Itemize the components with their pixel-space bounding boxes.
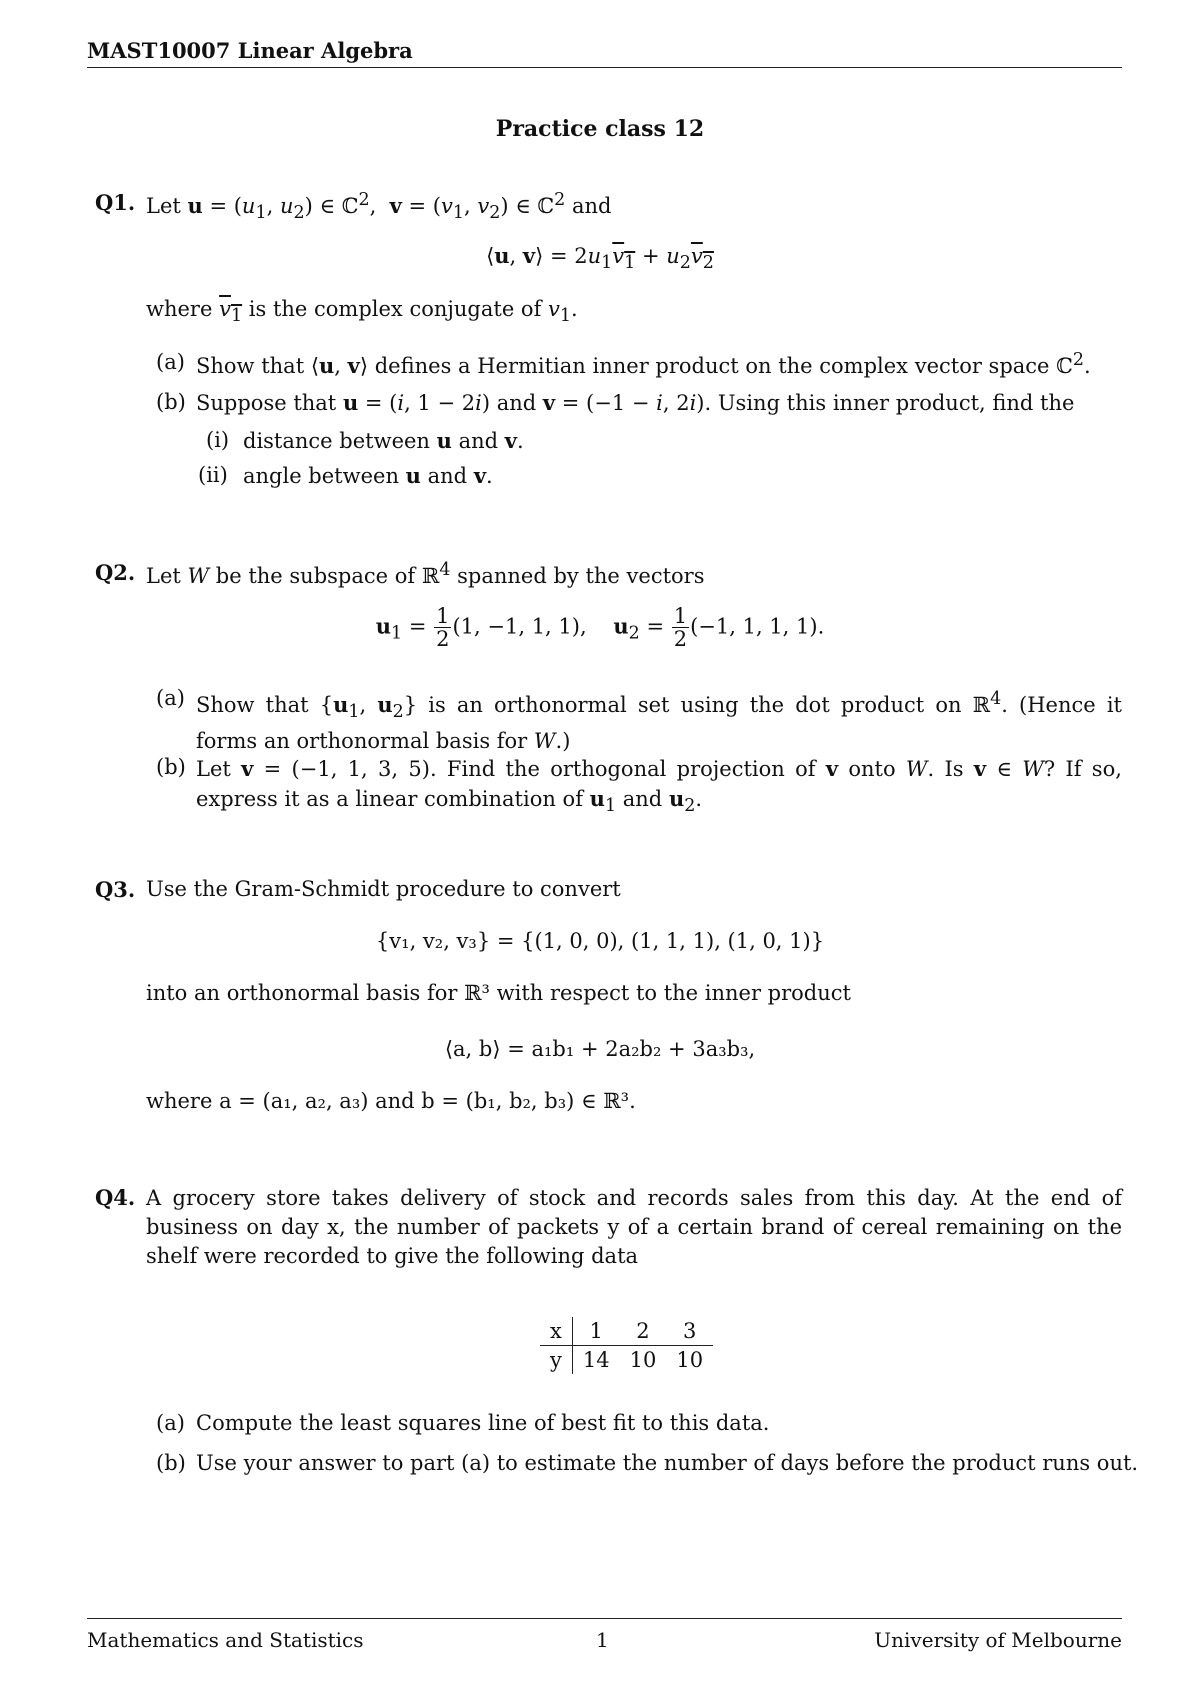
page-number: 1	[596, 1628, 609, 1652]
q4-intro: A grocery store takes delivery of stock and records sales from this day. At the end of business on day x, the number of packets y of a certain brand of cereal remaining on the shelf were recorded to give the following data	[146, 1186, 1122, 1268]
q2-part-b-label: (b)	[156, 755, 186, 779]
q4-part-b-label: (b)	[156, 1451, 186, 1475]
q1-intro: Let $u = (u_1$, $u_2$) ∈ ℂ$^2$, $v = (v_1$, $v_2$) ∈ ℂ$^2$ and	[146, 190, 612, 224]
q4-part-b: Use your answer to part (a) to estimate the number of days before the product runs out.	[196, 1451, 1139, 1475]
q2-part-a-label: (a)	[156, 686, 185, 710]
q3-mid-text: into an orthonormal basis for ℝ³ with respect to the inner product	[146, 981, 851, 1005]
table-y-value: 10	[676, 1348, 704, 1372]
q4-part-a: Compute the least squares line of best fit to this data.	[196, 1411, 770, 1435]
table-y-value: 14	[582, 1348, 610, 1372]
table-x-value: 2	[620, 1317, 667, 1346]
q3-intro: Use the Gram-Schmidt procedure to convert	[146, 877, 621, 901]
table-x-label: x	[540, 1317, 572, 1346]
table-y-value: 10	[629, 1348, 657, 1372]
q4-part-a-label: (a)	[156, 1411, 185, 1435]
table-y-label: y	[540, 1346, 572, 1375]
q1-number: Q1.	[95, 190, 136, 215]
q2-part-b: Let v = (−1, 1, 3, 5). Find the orthogonal projection of v onto W. Is v ∈ W? If so, express it as a linear combination of $u_1$ and $u_2$.	[196, 756, 1122, 817]
q4-data-table	[540, 1317, 713, 1374]
q1-part-b-ii: angle between u and v.	[243, 463, 493, 488]
q1-part-b: Suppose that u = (i, 1 − 2i) and v = (−1 − i, 2i). Using this inner product, find the	[196, 390, 1075, 415]
course-header: MAST10007 Linear Algebra	[87, 38, 413, 63]
q3-number: Q3.	[95, 877, 136, 902]
q1-part-b-ii-label: (ii)	[198, 463, 228, 487]
q2-intro: Let W be the subspace of ℝ$^4$ spanned by the vectors	[146, 560, 705, 588]
q3-inner-product-equation: ⟨a, b⟩ = a₁b₁ + 2a₂b₂ + 3a₃b₃,	[444, 1037, 756, 1061]
footer-rule	[87, 1618, 1122, 1619]
q1-part-b-label: (b)	[156, 390, 186, 414]
q1-inner-product-equation: ⟨u, v⟩ = $2u_1v_1 + u_2v_2$	[486, 243, 714, 274]
page-title: Practice class 12	[495, 116, 705, 142]
table-x-value: 1	[572, 1317, 619, 1346]
table-x-value: 3	[666, 1317, 713, 1346]
q2-number: Q2.	[95, 560, 136, 585]
footer-right: University of Melbourne	[874, 1628, 1122, 1652]
q1-part-b-i-label: (i)	[206, 428, 230, 452]
q3-vector-set: {v₁, v₂, v₃} = {(1, 0, 0), (1, 1, 1), (1, 0, 1)}	[375, 929, 825, 953]
header-rule	[87, 67, 1122, 68]
q4-number: Q4.	[95, 1185, 136, 1210]
q1-part-a: Show that ⟨u, v⟩ defines a Hermitian inner product on the complex vector space ℂ$^2$.	[196, 350, 1091, 378]
q3-where: where a = (a₁, a₂, a₃) and b = (b₁, b₂, b₃) ∈ ℝ³.	[146, 1089, 636, 1113]
q1-part-a-label: (a)	[156, 350, 185, 374]
q2-basis-vectors: $u_1$ = $\frac{1}{2}$ (1, −1, 1, 1), $u_2$ = $\frac{1}{2}$ (−1, 1, 1, 1).	[375, 604, 825, 651]
q1-part-b-i: distance between u and v.	[243, 428, 524, 453]
q1-where: where $v_1$ is the complex conjugate of $v_1$.	[146, 297, 578, 327]
footer-left: Mathematics and Statistics	[87, 1628, 364, 1652]
q2-part-a: Show that {$u_1$, $u_2$} is an orthonormal set using the dot product on ℝ$^4$. (Hence it forms an orthonormal basis for W.)	[196, 689, 1122, 754]
